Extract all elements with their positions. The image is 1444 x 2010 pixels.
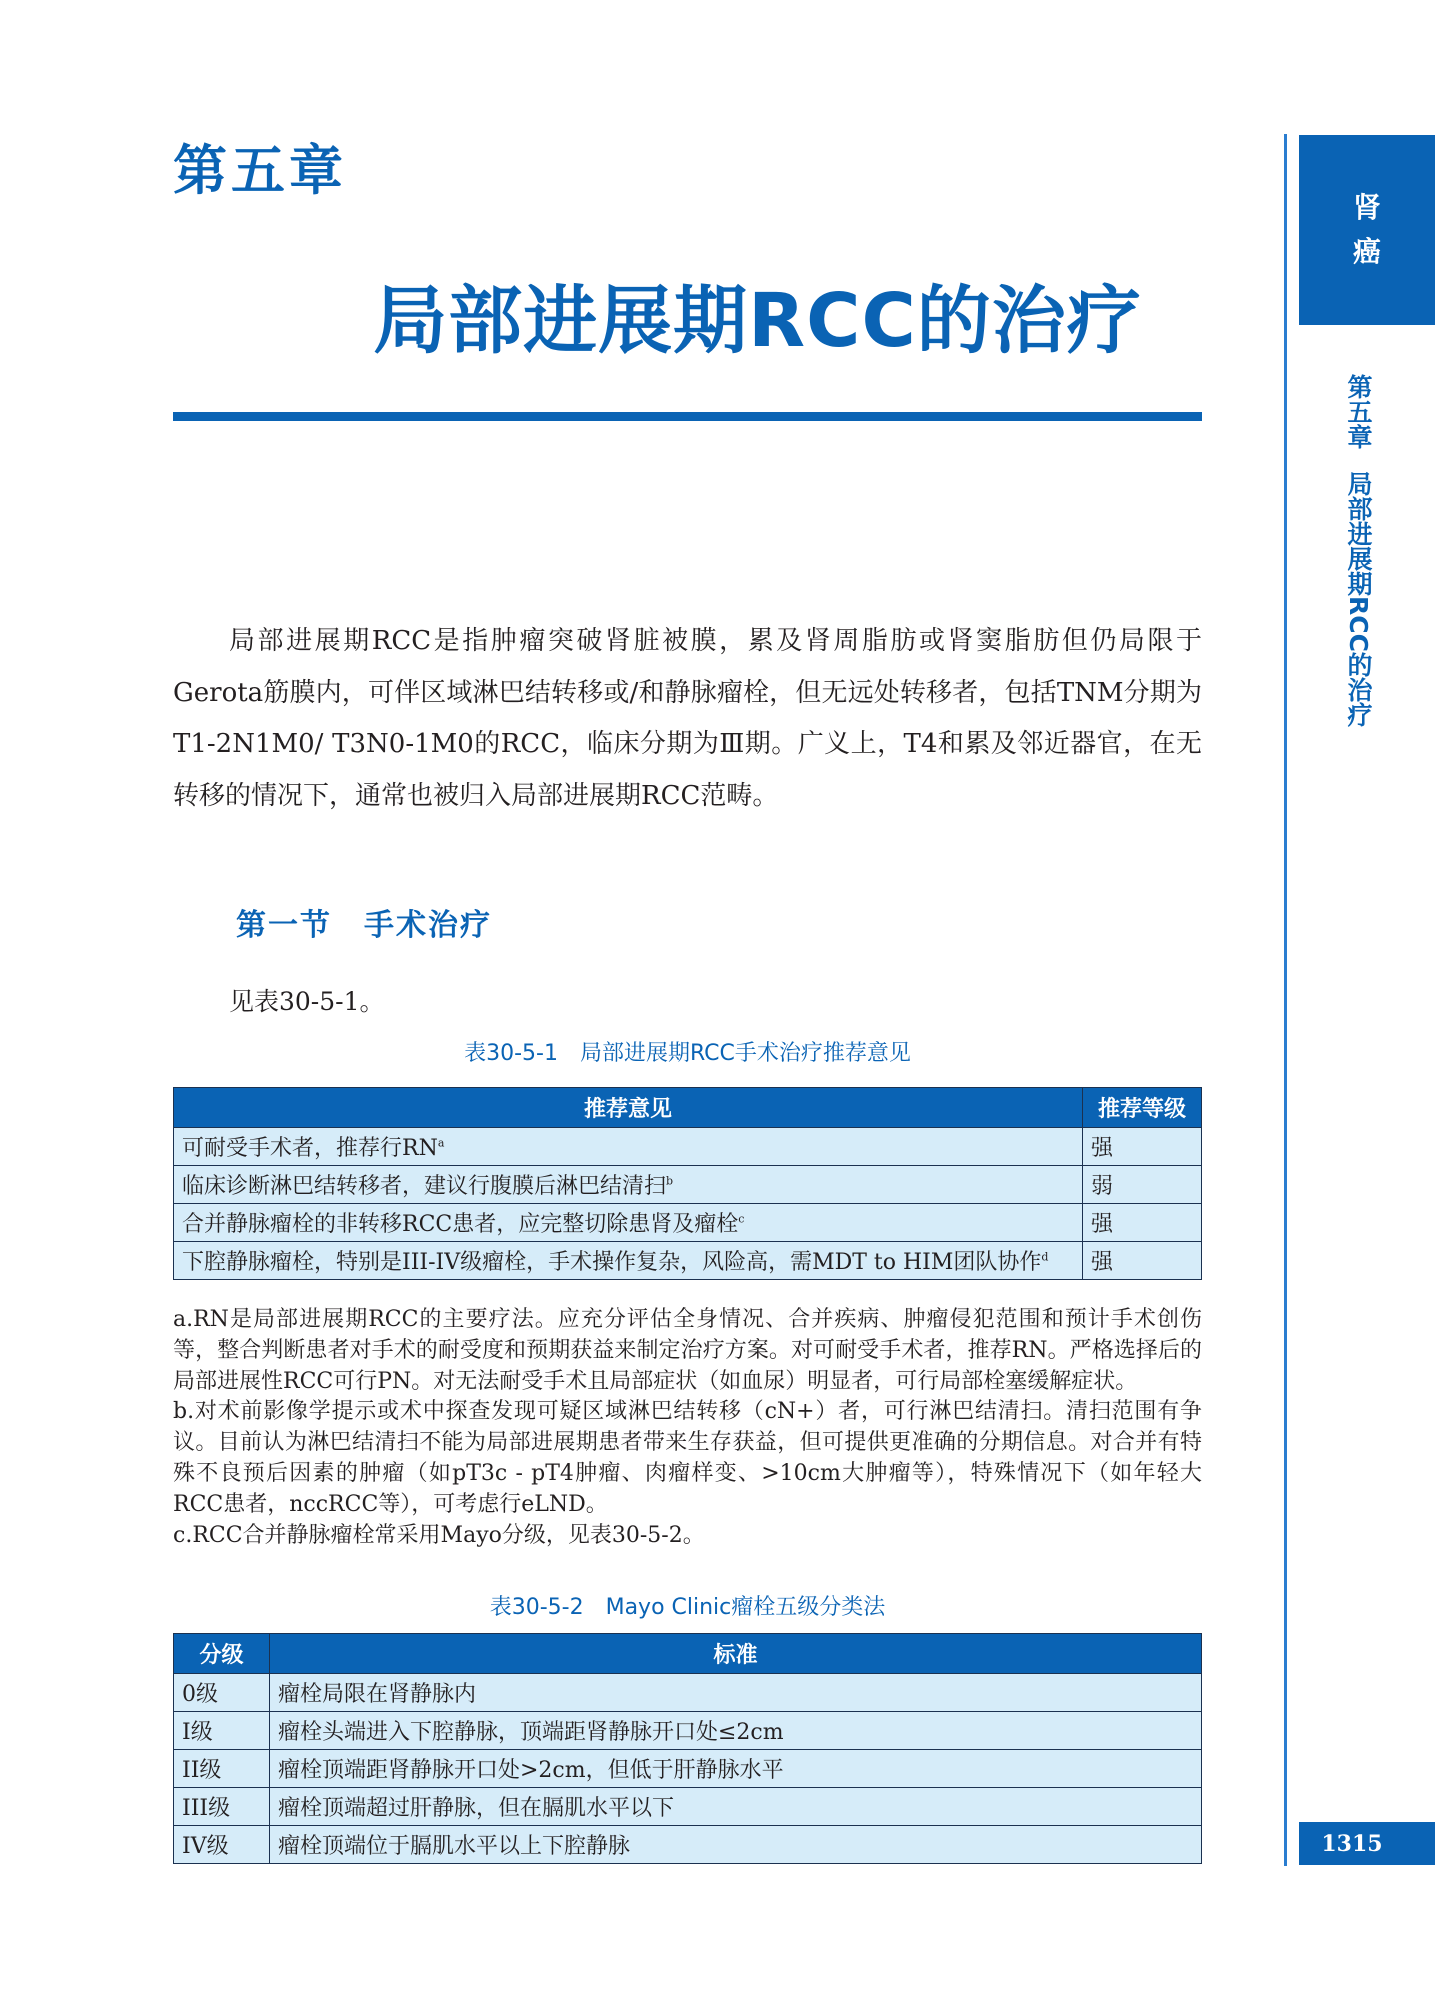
grade-cell: II级 [174, 1750, 270, 1788]
grade-cell: 0级 [174, 1674, 270, 1712]
table2-caption: 表30-5-2 Mayo Clinic瘤栓五级分类法 [489, 1595, 886, 1620]
table-row [174, 1204, 1202, 1242]
table1-caption: 表30-5-1 局部进展期RCC手术治疗推荐意见 [464, 1041, 911, 1066]
grade-cell: 强 [1083, 1128, 1202, 1166]
grade-cell: 强 [1083, 1204, 1202, 1242]
criterion-cell: 瘤栓顶端距肾静脉开口处>2cm，但低于肝静脉水平 [270, 1750, 1202, 1788]
title-divider [173, 412, 1202, 421]
footnote-marker: d [1041, 1250, 1049, 1264]
footnote-marker: b [666, 1174, 674, 1188]
table-row [174, 1826, 1202, 1864]
margin-line [1284, 134, 1287, 1866]
table-row [174, 1242, 1202, 1280]
grade-cell: III级 [174, 1788, 270, 1826]
table-row [174, 1674, 1202, 1712]
running-header [1340, 374, 1376, 727]
grade-cell: IV级 [174, 1826, 270, 1864]
footnote-b: b.对术前影像学提示或术中探查发现可疑区域淋巴结转移（cN+）者，可行淋巴结清扫。清扫范围有争议。目前认为淋巴结清扫不能为局部进展期患者带来生存获益，但可提供更准确的分期信息。对合并有特殊不良预后因素的肿瘤（如pT3c - pT4肿瘤、肉瘤样变、>10cm大肿瘤等），特殊情况下（如年轻大RCC患者，nccRCC等），可考虑行eLND。 [173, 1399, 1202, 1517]
intro-paragraph: 局部进展期RCC是指肿瘤突破肾脏被膜，累及肾周脂肪或肾窦脂肪但仍局限于Gerota筋膜内，可伴区域淋巴结转移或/和静脉瘤栓，但无远处转移者，包括TNM分期为T1-2N1M0/ T3N0-1M0的RCC，临床分期为Ⅲ期。广义上，T4和累及邻近器官，在无转移的情况下，通常也被归入局部进展期RCC范畴。 [173, 626, 1202, 811]
table1-header: 推荐等级 [1083, 1088, 1202, 1128]
recommendation-cell: 临床诊断淋巴结转移者，建议行腹膜后淋巴结清扫$^b$ [174, 1166, 1083, 1204]
table-row [174, 1712, 1202, 1750]
footnote-marker: a [437, 1136, 445, 1150]
table-row [174, 1750, 1202, 1788]
criterion-cell: 瘤栓头端进入下腔静脉，顶端距肾静脉开口处≤2cm [270, 1712, 1202, 1750]
recommendation-cell: 合并静脉瘤栓的非转移RCC患者，应完整切除患肾及瘤栓$^c$ [174, 1204, 1083, 1242]
recommendation-table [173, 1087, 1202, 1280]
table-row [174, 1166, 1202, 1204]
footnote-c: c.RCC合并静脉瘤栓常采用Mayo分级，见表30-5-2。 [173, 1522, 705, 1548]
chapter-label: 第五章 [173, 139, 347, 202]
table-row [174, 1788, 1202, 1826]
grade-cell: 强 [1083, 1242, 1202, 1280]
criterion-cell: 瘤栓顶端超过肝静脉，但在膈肌水平以下 [270, 1788, 1202, 1826]
section-heading: 第一节 手术治疗 [236, 908, 492, 943]
chapter-title: 局部进展期RCC的治疗 [373, 278, 1142, 364]
section-tab [1299, 135, 1435, 325]
table-row [174, 1128, 1202, 1166]
criterion-cell: 瘤栓顶端位于膈肌水平以上下腔静脉 [270, 1826, 1202, 1864]
criterion-cell: 瘤栓局限在肾静脉内 [270, 1674, 1202, 1712]
running-title: 局部进展期RCC的治疗 [1344, 471, 1373, 727]
section-tab-line1: 肾 [1352, 191, 1381, 224]
table-reference: 见表30-5-1。 [229, 987, 385, 1016]
recommendation-cell: 下腔静脉瘤栓，特别是III-IV级瘤栓，手术操作复杂，风险高，需MDT to HIM团队协作$^d$ [174, 1242, 1083, 1280]
recommendation-cell: 可耐受手术者，推荐行$RN^a$ [174, 1128, 1083, 1166]
page-number: 1315 [1299, 1822, 1435, 1865]
table2-header: 标准 [270, 1634, 1202, 1674]
grade-cell: I级 [174, 1712, 270, 1750]
grade-cell: 弱 [1083, 1166, 1202, 1204]
footnote-marker: c [738, 1212, 745, 1226]
section-tab-line2: 癌 [1352, 235, 1381, 268]
table2-header: 分级 [174, 1634, 270, 1674]
mayo-grade-table [173, 1633, 1202, 1864]
footnote-a: a.RN是局部进展期RCC的主要疗法。应充分评估全身情况、合并疾病、肿瘤侵犯范围和预计手术创伤等，整合判断患者对手术的耐受度和预期获益来制定治疗方案。对可耐受手术者，推荐RN。严格选择后的局部进展性RCC可行PN。对无法耐受手术且局部症状（如血尿）明显者，可行局部栓塞缓解症状。 [173, 1307, 1202, 1394]
running-chapter: 第五章 [1344, 374, 1373, 449]
table-footnotes [173, 1305, 1202, 1551]
table1-header: 推荐意见 [174, 1088, 1083, 1128]
